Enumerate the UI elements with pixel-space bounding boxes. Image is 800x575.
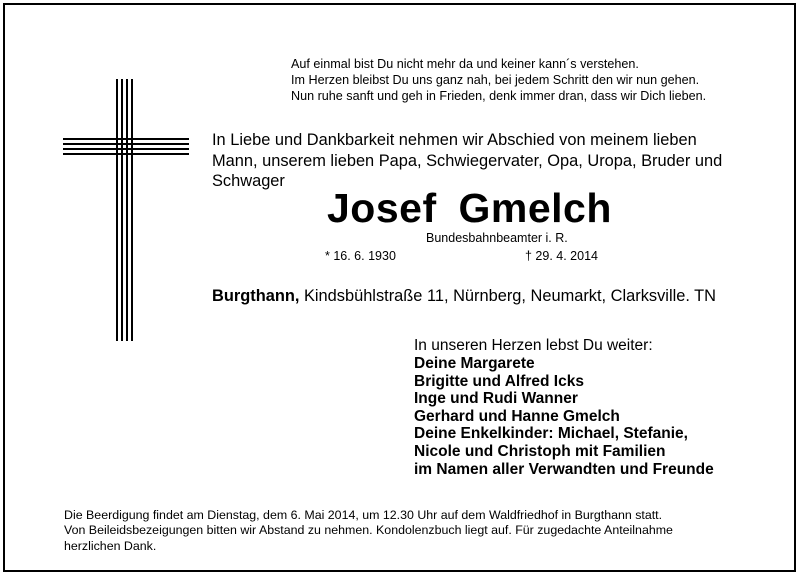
- footer-line: Von Beileidsbezeigungen bitten wir Abstand zu nehmen. Kondolenzbuch liegt auf. Für zugedachte Anteilnahme: [64, 523, 673, 538]
- poem-line: Im Herzen bleibst Du uns ganz nah, bei jedem Schritt den wir nun gehen.: [291, 73, 700, 87]
- footer-line: Die Beerdigung findet am Dienstag, dem 6. Mai 2014, um 12.30 Uhr auf dem Waldfriedhof in Burgthann statt.: [64, 508, 663, 522]
- address-line: [212, 287, 716, 306]
- poem: [291, 56, 706, 104]
- poem-line: Auf einmal bist Du nicht mehr da und keiner kann´s verstehen.: [291, 57, 639, 71]
- intro-line: Mann, unserem lieben Papa, Schwiegervater, Opa, Uropa, Bruder und: [212, 151, 723, 170]
- intro-text: [212, 130, 722, 192]
- mourner-name: Deine Enkelkinder: Michael, Stefanie,: [414, 425, 688, 443]
- cross-line: [126, 79, 128, 341]
- cross-line: [131, 79, 133, 341]
- mourners-list: [414, 355, 714, 478]
- address-place: Burgthann,: [212, 287, 300, 305]
- cross-line: [63, 153, 189, 155]
- cross-line: [63, 138, 189, 140]
- birth-date: * 16. 6. 1930: [325, 249, 396, 263]
- mourner-name: Brigitte und Alfred Icks: [414, 372, 584, 390]
- death-date: † 29. 4. 2014: [525, 249, 598, 263]
- cross-line: [63, 148, 189, 150]
- cross-line: [63, 143, 189, 145]
- mourner-name: im Namen aller Verwandten und Freunde: [414, 460, 714, 478]
- cross-line: [116, 79, 118, 341]
- poem-line: Nun ruhe sanft und geh in Frieden, denk immer dran, dass wir Dich lieben.: [291, 89, 707, 103]
- mourners-intro: In unseren Herzen lebst Du weiter:: [414, 337, 653, 354]
- address-rest: Kindsbühlstraße 11, Nürnberg, Neumarkt, Clarksville. TN: [299, 287, 717, 305]
- deceased-occupation: Bundesbahnbeamter i. R.: [426, 231, 568, 245]
- funeral-notice: [64, 508, 673, 554]
- intro-line: In Liebe und Dankbarkeit nehmen wir Abschied von meinem lieben: [212, 131, 697, 149]
- mourner-name: Inge und Rudi Wanner: [414, 390, 578, 408]
- mourner-name: Gerhard und Hanne Gmelch: [414, 407, 620, 425]
- cross-line: [121, 79, 123, 341]
- deceased-name: Josef Gmelch: [327, 185, 612, 231]
- mourner-name: Deine Margarete: [414, 355, 535, 372]
- mourner-name: Nicole und Christoph mit Familien: [414, 442, 666, 460]
- obituary-frame: [3, 3, 796, 572]
- footer-line: herzlichen Dank.: [64, 538, 157, 553]
- cross-icon: [63, 79, 189, 341]
- intro-line: Schwager: [212, 172, 285, 190]
